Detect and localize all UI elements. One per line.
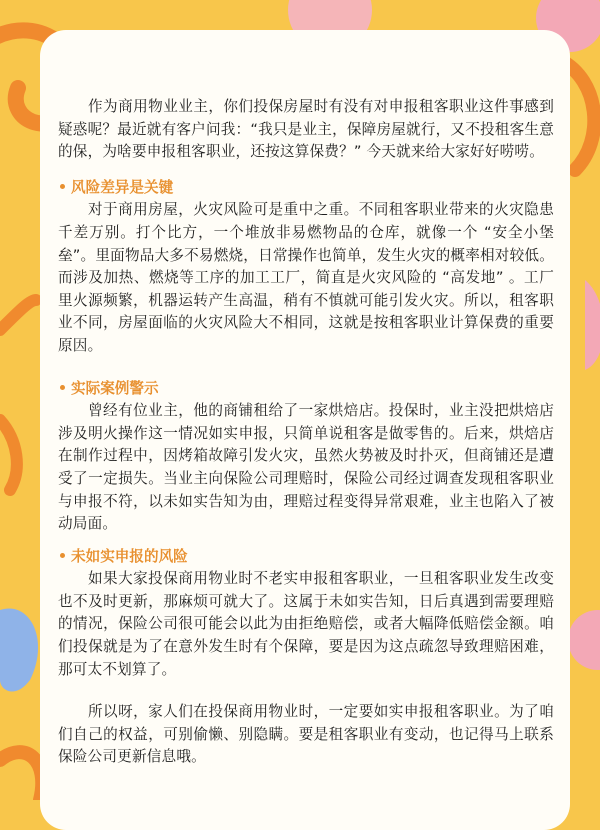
- bullet-dot-icon: [60, 184, 65, 189]
- section-body-misreport-risk: 如果大家投保商用物业时不老实申报租客职业，一旦租客职业发生改变也不及时更新，那麻烦可就大了。这属于未如实告知，日后真遇到需要理赔的情况，保险公司很可能会以此为由拒绝赔偿，或者大幅降低赔偿金额。咱们投保就是为了在意外发生时有个保障，要是因为这点疏忽导致理赔困难，那可太不划算了。: [58, 570, 554, 678]
- section-title-risk-difference: [58, 177, 554, 200]
- section-title-text: 未如实申报的风险: [71, 547, 188, 565]
- bullet-dot-icon: [60, 553, 65, 558]
- section-title-misreport-risk: [58, 546, 554, 569]
- conclusion-paragraph: 所以呀，家人们在投保商用物业时，一定要如实申报租客职业。为了咱们自己的权益，可别偷懒、别隐瞒。要是租客职业有变动，也记得马上联系保险公司更新信息哦。: [58, 703, 554, 766]
- section-body-case-warning: 曾经有位业主，他的商铺租给了一家烘焙店。投保时，业主没把烘焙店涉及明火操作这一情况如实申报，只简单说租客是做零售的。后来，烘焙店在制作过程中，因烤箱故障引发火灾，虽然火势被及时扑灭，但商铺还是遭受了一定损失。当业主向保险公司理赔时，保险公司经过调查发现租客职业与申报不符，以未如实告知为由，理赔过程变得异常艰难，业主也陷入了被动局面。: [58, 402, 554, 533]
- section-title-case-warning: [58, 378, 554, 401]
- section-body-risk-difference: 对于商用房屋，火灾风险可是重中之重。不同租客职业带来的火灾隐患千差万别。打个比方，一个堆放非易燃物品的仓库，就像一个 “安全小堡垒”。里面物品大多不易燃烧，日常操作也简单，发生火灾的概率相对较低。而涉及加热、燃烧等工序的加工工厂，简直是火灾风险的 “高发地” 。工厂里火源频繁，机器运转产生高温，稍有不慎就可能引发火灾。所以，租客职业不同，房屋面临的火灾风险大不相同，这就是按租客职业计算保费的重要原因。: [58, 201, 554, 354]
- bullet-dot-icon: [60, 385, 65, 390]
- intro-paragraph: 作为商用物业业主，你们投保房屋时有没有对申报租客职业这件事感到疑惑呢？最近就有客户问我：“我只是业主，保障房屋就行，又不投租客生意的保，为啥要申报租客职业，还按这算保费？” 今天就来给大家好好唠唠。: [58, 98, 554, 161]
- section-title-text: 实际案例警示: [71, 379, 159, 397]
- article-content: [58, 96, 554, 769]
- section-title-text: 风险差异是关键: [71, 178, 174, 196]
